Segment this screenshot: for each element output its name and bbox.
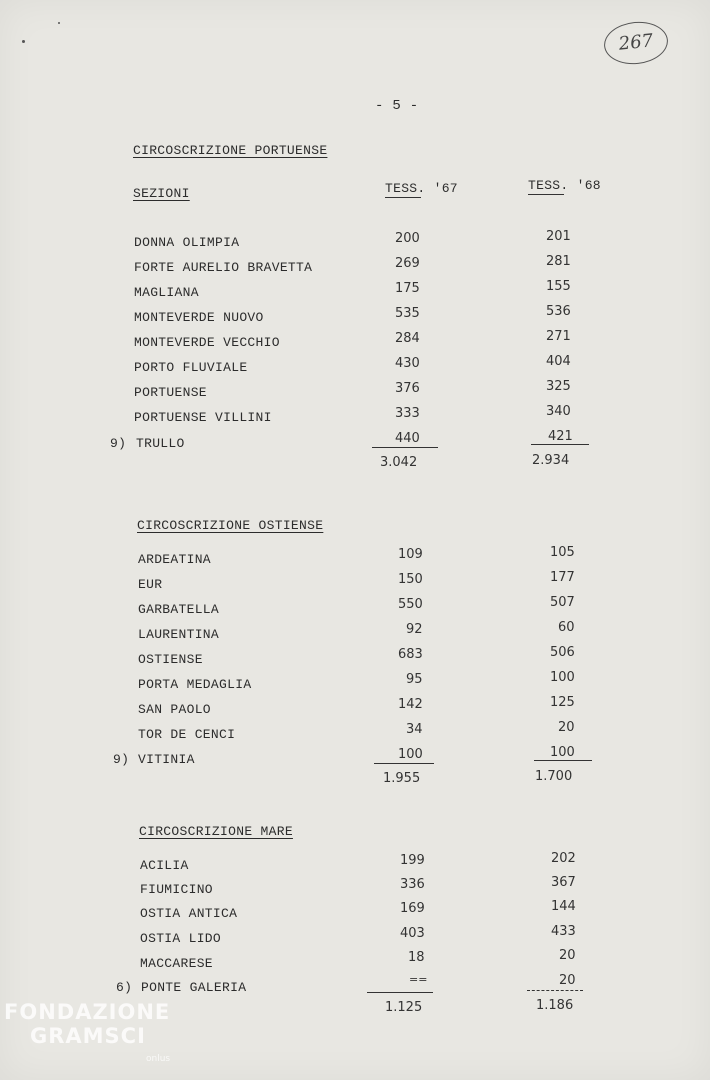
value-1968: 433 — [551, 924, 576, 939]
header-underline — [385, 197, 421, 198]
district-name: LAURENTINA — [138, 627, 220, 642]
value-1967: 535 — [395, 306, 420, 321]
section-title-mare: CIRCOSCRIZIONE MARE — [139, 824, 293, 839]
total-1967: 3.042 — [380, 455, 418, 470]
value-1968: 20 — [559, 948, 576, 963]
paper-speck — [22, 40, 25, 43]
value-1968: 20 — [558, 720, 575, 735]
value-1968: 325 — [546, 379, 571, 394]
district-name: VITINIA — [138, 752, 195, 767]
paper-speck — [58, 22, 60, 24]
value-1967: 142 — [398, 697, 423, 712]
sum-line — [367, 992, 433, 993]
value-1968: 421 — [548, 429, 573, 444]
value-1968: 340 — [546, 404, 571, 419]
district-name: FORTE AURELIO BRAVETTA — [134, 260, 313, 275]
value-1968: 100 — [550, 745, 575, 760]
total-1968: 1.186 — [536, 998, 574, 1013]
district-name: FIUMICINO — [140, 882, 213, 897]
total-1968: 2.934 — [532, 453, 570, 468]
sum-line — [372, 447, 438, 448]
value-1968: 201 — [546, 229, 571, 244]
district-name: MONTEVERDE NUOVO — [134, 310, 264, 325]
value-1967: 175 — [395, 281, 420, 296]
header-sezioni: SEZIONI — [133, 186, 190, 201]
district-name: PONTE GALERIA — [141, 980, 247, 995]
district-name: MAGLIANA — [134, 285, 199, 300]
district-name: MACCARESE — [140, 956, 213, 971]
total-1967: 1.125 — [385, 1000, 423, 1015]
district-name: OSTIA ANTICA — [140, 906, 238, 921]
district-name: PORTO FLUVIALE — [134, 360, 248, 375]
value-1968: 506 — [550, 645, 575, 660]
value-1967: 333 — [395, 406, 420, 421]
value-1968: 144 — [551, 899, 576, 914]
value-1968: 100 — [550, 670, 575, 685]
district-name: SAN PAOLO — [138, 702, 211, 717]
value-1967: 284 — [395, 331, 420, 346]
value-1968: 20 — [559, 973, 576, 988]
value-1968: 177 — [550, 570, 575, 585]
watermark-onlus: onlus — [146, 1054, 171, 1064]
district-name: GARBATELLA — [138, 602, 220, 617]
district-name: PORTUENSE VILLINI — [134, 410, 272, 425]
total-1968: 1.700 — [535, 769, 573, 784]
watermark-gramsci: GRAMSCI — [30, 1024, 146, 1048]
watermark-foundation: FONDAZIONE — [4, 1000, 171, 1024]
value-1967: 336 — [400, 877, 425, 892]
district-name: ACILIA — [140, 858, 189, 873]
value-1967: 376 — [395, 381, 420, 396]
value-1968: 271 — [546, 329, 571, 344]
value-1967: 150 — [398, 572, 423, 587]
district-name: TOR DE CENCI — [138, 727, 236, 742]
value-1968: 60 — [558, 620, 575, 635]
value-1967: 18 — [408, 950, 425, 965]
district-name: PORTA MEDAGLIA — [138, 677, 252, 692]
value-1968: 404 — [546, 354, 571, 369]
value-1968: 507 — [550, 595, 575, 610]
value-1967: 199 — [400, 853, 425, 868]
sum-line — [531, 444, 589, 445]
section-title-portuense: CIRCOSCRIZIONE PORTUENSE — [133, 143, 328, 158]
value-1967: 95 — [406, 672, 423, 687]
sum-line — [534, 760, 592, 761]
value-1967: 200 — [395, 231, 420, 246]
district-count: 9) — [110, 436, 127, 451]
header-underline — [528, 194, 564, 195]
header-tess-67: TESS. '67 — [385, 181, 458, 196]
district-name: ARDEATINA — [138, 552, 211, 567]
value-1968: 367 — [551, 875, 576, 890]
value-1968: 281 — [546, 254, 571, 269]
value-1967: 550 — [398, 597, 423, 612]
value-1967: == — [409, 973, 428, 986]
total-1967: 1.955 — [383, 771, 421, 786]
sum-line — [374, 763, 434, 764]
district-name: OSTIENSE — [138, 652, 203, 667]
value-1967: 430 — [395, 356, 420, 371]
value-1967: 34 — [406, 722, 423, 737]
value-1967: 269 — [395, 256, 420, 271]
section-title-ostiense: CIRCOSCRIZIONE OSTIENSE — [137, 518, 324, 533]
value-1968: 125 — [550, 695, 575, 710]
header-tess-68: TESS. '68 — [528, 178, 601, 193]
district-name: DONNA OLIMPIA — [134, 235, 240, 250]
value-1968: 536 — [546, 304, 571, 319]
district-count: 9) — [113, 752, 130, 767]
value-1968: 155 — [546, 279, 571, 294]
value-1967: 169 — [400, 901, 425, 916]
value-1968: 105 — [550, 545, 575, 560]
district-name: PORTUENSE — [134, 385, 207, 400]
district-name: MONTEVERDE VECCHIO — [134, 335, 280, 350]
value-1967: 100 — [398, 747, 423, 762]
page-number: - 5 - — [375, 98, 419, 114]
value-1967: 683 — [398, 647, 423, 662]
sum-line — [527, 990, 583, 991]
value-1967: 403 — [400, 926, 425, 941]
district-name: OSTIA LIDO — [140, 931, 222, 946]
district-name: EUR — [138, 577, 163, 592]
value-1967: 92 — [406, 622, 423, 637]
district-name: TRULLO — [136, 436, 185, 451]
value-1967: 440 — [395, 431, 420, 446]
archive-stamp: 267 — [602, 19, 670, 67]
district-count: 6) — [116, 980, 133, 995]
value-1968: 202 — [551, 851, 576, 866]
value-1967: 109 — [398, 547, 423, 562]
